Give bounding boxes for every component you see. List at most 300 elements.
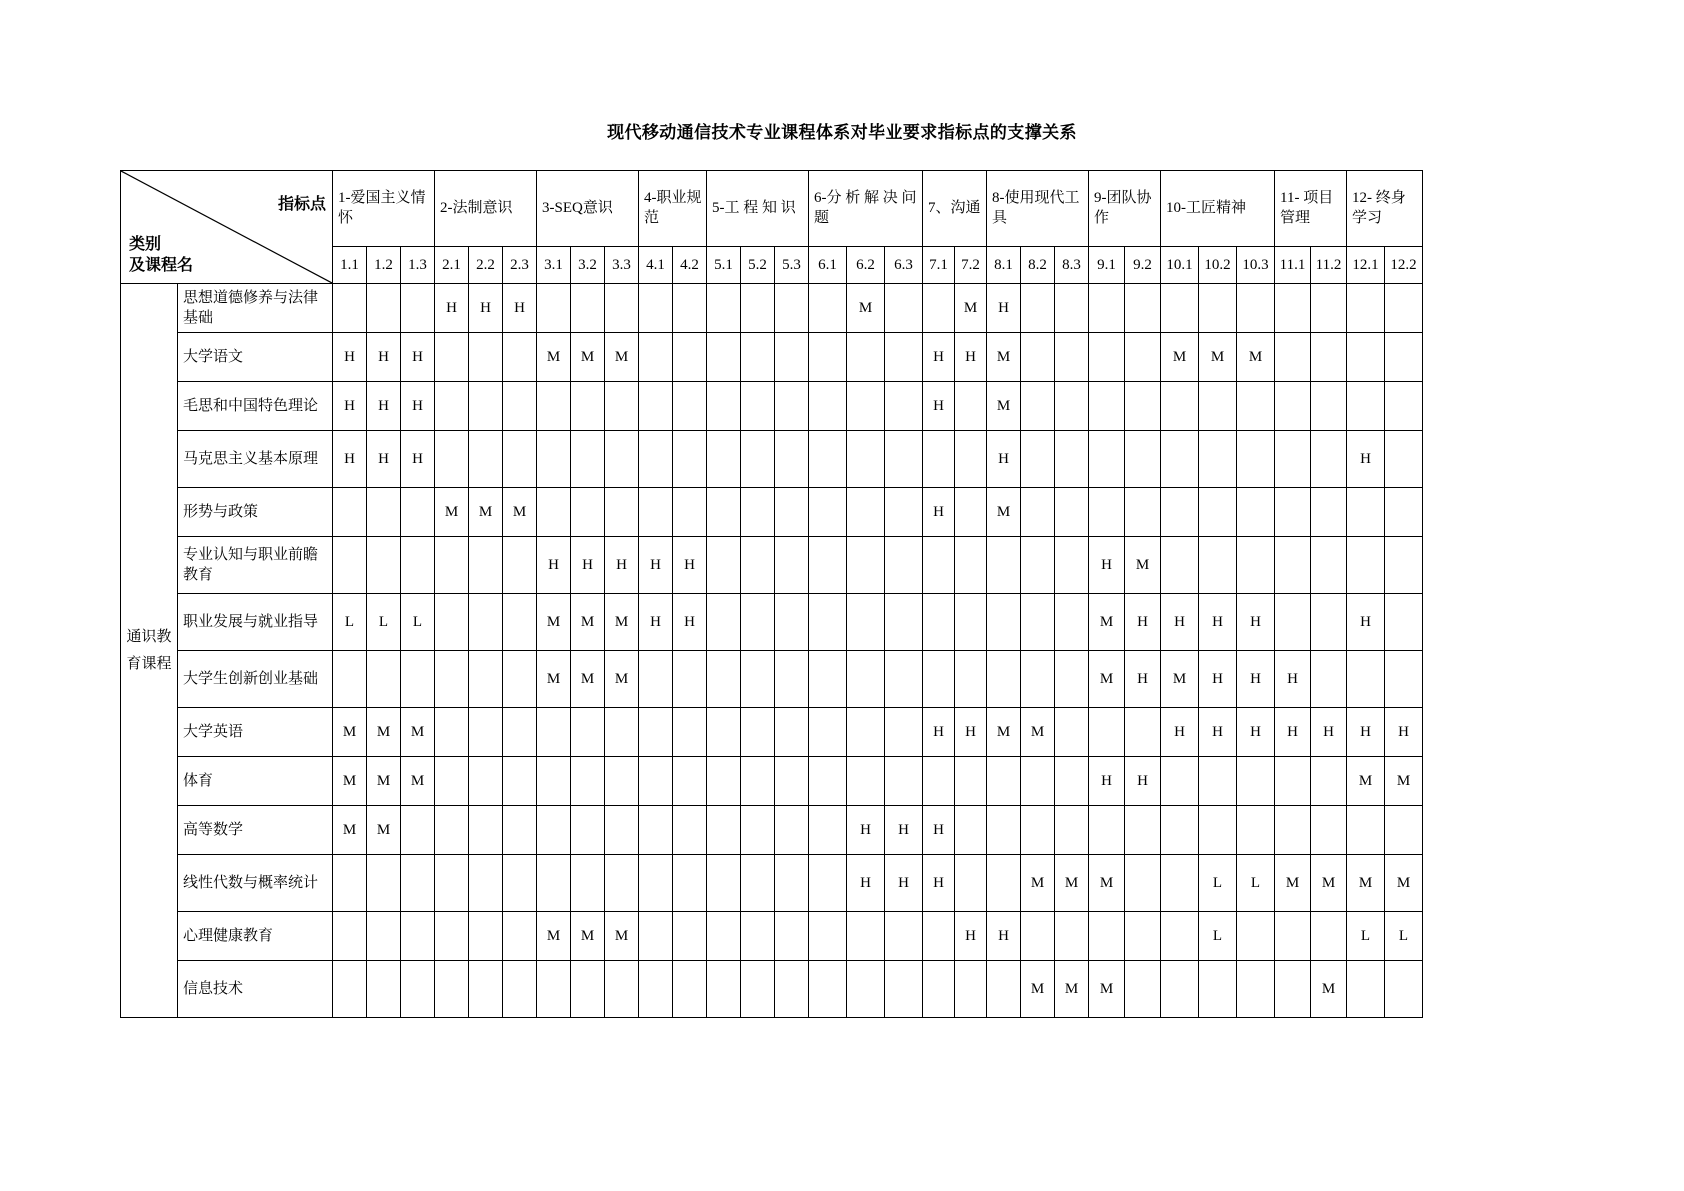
cell-13-7 <box>571 961 605 1018</box>
cell-11-4 <box>469 855 503 912</box>
cell-6-17 <box>923 594 955 651</box>
cell-4-5: M <box>503 488 537 537</box>
cell-1-3 <box>435 333 469 382</box>
cell-9-23: H <box>1125 757 1161 806</box>
group-header-5: 5-工 程 知 识 <box>707 171 809 247</box>
cell-9-24 <box>1161 757 1199 806</box>
cell-6-1: L <box>367 594 401 651</box>
cell-13-20: M <box>1021 961 1055 1018</box>
cell-6-19 <box>987 594 1021 651</box>
cell-9-7 <box>571 757 605 806</box>
cell-10-0: M <box>333 806 367 855</box>
cell-6-6: M <box>537 594 571 651</box>
subcol-6-1: 6.1 <box>809 247 847 284</box>
cell-4-26 <box>1237 488 1275 537</box>
cell-7-18 <box>955 651 987 708</box>
cell-5-11 <box>707 537 741 594</box>
cell-5-4 <box>469 537 503 594</box>
cell-11-18 <box>955 855 987 912</box>
cell-11-30: M <box>1385 855 1423 912</box>
cell-9-27 <box>1275 757 1311 806</box>
cell-10-20 <box>1021 806 1055 855</box>
cell-7-10 <box>673 651 707 708</box>
subcol-7-2: 7.2 <box>955 247 987 284</box>
cell-0-15: M <box>847 284 885 333</box>
cell-4-20 <box>1021 488 1055 537</box>
cell-10-13 <box>775 806 809 855</box>
cell-11-23 <box>1125 855 1161 912</box>
cell-3-16 <box>885 431 923 488</box>
cell-13-19 <box>987 961 1021 1018</box>
course-name-cell: 马克思主义基本原理 <box>178 431 333 488</box>
cell-6-22: M <box>1089 594 1125 651</box>
cell-11-7 <box>571 855 605 912</box>
cell-4-12 <box>741 488 775 537</box>
cell-1-14 <box>809 333 847 382</box>
cell-11-24 <box>1161 855 1199 912</box>
cell-5-3 <box>435 537 469 594</box>
cell-5-9: H <box>639 537 673 594</box>
cell-8-19: M <box>987 708 1021 757</box>
cell-10-19 <box>987 806 1021 855</box>
cell-2-19: M <box>987 382 1021 431</box>
cell-10-2 <box>401 806 435 855</box>
cell-9-12 <box>741 757 775 806</box>
cell-2-29 <box>1347 382 1385 431</box>
cell-7-6: M <box>537 651 571 708</box>
cell-6-24: H <box>1161 594 1199 651</box>
cell-1-26: M <box>1237 333 1275 382</box>
cell-8-21 <box>1055 708 1089 757</box>
subcol-10-1: 10.1 <box>1161 247 1199 284</box>
cell-6-26: H <box>1237 594 1275 651</box>
cell-0-8 <box>605 284 639 333</box>
cell-8-20: M <box>1021 708 1055 757</box>
category-axis-label-line2: 及课程名 <box>129 257 194 275</box>
subcol-1-2: 1.2 <box>367 247 401 284</box>
table-row <box>121 333 1423 382</box>
cell-13-16 <box>885 961 923 1018</box>
cell-3-13 <box>775 431 809 488</box>
subcol-7-1: 7.1 <box>923 247 955 284</box>
subcol-12-2: 12.2 <box>1385 247 1423 284</box>
cell-9-26 <box>1237 757 1275 806</box>
cell-1-9 <box>639 333 673 382</box>
cell-7-7: M <box>571 651 605 708</box>
cell-5-2 <box>401 537 435 594</box>
cell-2-6 <box>537 382 571 431</box>
cell-5-21 <box>1055 537 1089 594</box>
cell-6-30 <box>1385 594 1423 651</box>
cell-3-18 <box>955 431 987 488</box>
cell-0-11 <box>707 284 741 333</box>
cell-13-2 <box>401 961 435 1018</box>
subcol-10-2: 10.2 <box>1199 247 1237 284</box>
cell-3-30 <box>1385 431 1423 488</box>
cell-6-13 <box>775 594 809 651</box>
cell-8-30: H <box>1385 708 1423 757</box>
cell-7-14 <box>809 651 847 708</box>
cell-10-16: H <box>885 806 923 855</box>
cell-12-27 <box>1275 912 1311 961</box>
cell-3-0: H <box>333 431 367 488</box>
cell-5-12 <box>741 537 775 594</box>
group-header-2: 2-法制意识 <box>435 171 537 247</box>
cell-2-13 <box>775 382 809 431</box>
cell-7-26: H <box>1237 651 1275 708</box>
cell-0-16 <box>885 284 923 333</box>
table-row <box>121 488 1423 537</box>
course-name-cell: 高等数学 <box>178 806 333 855</box>
cell-13-6 <box>537 961 571 1018</box>
cell-9-19 <box>987 757 1021 806</box>
cell-4-30 <box>1385 488 1423 537</box>
cell-2-27 <box>1275 382 1311 431</box>
cell-5-0 <box>333 537 367 594</box>
cell-12-23 <box>1125 912 1161 961</box>
cell-0-17 <box>923 284 955 333</box>
cell-12-22 <box>1089 912 1125 961</box>
cell-5-15 <box>847 537 885 594</box>
cell-2-14 <box>809 382 847 431</box>
cell-4-7 <box>571 488 605 537</box>
cell-12-5 <box>503 912 537 961</box>
cell-3-5 <box>503 431 537 488</box>
cell-10-17: H <box>923 806 955 855</box>
cell-6-14 <box>809 594 847 651</box>
cell-5-14 <box>809 537 847 594</box>
subcol-3-2: 3.2 <box>571 247 605 284</box>
cell-13-12 <box>741 961 775 1018</box>
cell-10-1: M <box>367 806 401 855</box>
cell-13-30 <box>1385 961 1423 1018</box>
category-cell: 通识教育课程 <box>121 284 178 1018</box>
cell-9-2: M <box>401 757 435 806</box>
cell-10-18 <box>955 806 987 855</box>
cell-10-29 <box>1347 806 1385 855</box>
cell-1-23 <box>1125 333 1161 382</box>
cell-0-18: M <box>955 284 987 333</box>
subcol-12-1: 12.1 <box>1347 247 1385 284</box>
cell-6-29: H <box>1347 594 1385 651</box>
matrix-header <box>121 171 1423 284</box>
table-row <box>121 961 1423 1018</box>
cell-12-11 <box>707 912 741 961</box>
cell-4-29 <box>1347 488 1385 537</box>
cell-8-16 <box>885 708 923 757</box>
table-row <box>121 757 1423 806</box>
cell-8-14 <box>809 708 847 757</box>
subcol-4-1: 4.1 <box>639 247 673 284</box>
cell-2-7 <box>571 382 605 431</box>
cell-6-23: H <box>1125 594 1161 651</box>
cell-11-12 <box>741 855 775 912</box>
cell-12-19: H <box>987 912 1021 961</box>
subcol-5-3: 5.3 <box>775 247 809 284</box>
cell-6-21 <box>1055 594 1089 651</box>
course-name-cell: 职业发展与就业指导 <box>178 594 333 651</box>
cell-5-18 <box>955 537 987 594</box>
cell-10-9 <box>639 806 673 855</box>
cell-7-2 <box>401 651 435 708</box>
cell-7-16 <box>885 651 923 708</box>
cell-10-3 <box>435 806 469 855</box>
cell-13-21: M <box>1055 961 1089 1018</box>
group-header-11: 11- 项目管理 <box>1275 171 1347 247</box>
cell-0-25 <box>1199 284 1237 333</box>
cell-2-4 <box>469 382 503 431</box>
cell-2-26 <box>1237 382 1275 431</box>
cell-10-11 <box>707 806 741 855</box>
cell-8-22 <box>1089 708 1125 757</box>
cell-11-8 <box>605 855 639 912</box>
course-name-cell: 心理健康教育 <box>178 912 333 961</box>
cell-12-25: L <box>1199 912 1237 961</box>
cell-3-7 <box>571 431 605 488</box>
cell-0-7 <box>571 284 605 333</box>
cell-8-12 <box>741 708 775 757</box>
cell-13-15 <box>847 961 885 1018</box>
cell-7-17 <box>923 651 955 708</box>
subcol-9-1: 9.1 <box>1089 247 1125 284</box>
course-name-cell: 思想道德修养与法律基础 <box>178 284 333 333</box>
cell-9-4 <box>469 757 503 806</box>
cell-7-3 <box>435 651 469 708</box>
cell-7-28 <box>1311 651 1347 708</box>
cell-6-3 <box>435 594 469 651</box>
cell-0-24 <box>1161 284 1199 333</box>
table-row <box>121 912 1423 961</box>
cell-6-7: M <box>571 594 605 651</box>
cell-12-24 <box>1161 912 1199 961</box>
cell-0-28 <box>1311 284 1347 333</box>
cell-12-28 <box>1311 912 1347 961</box>
cell-8-1: M <box>367 708 401 757</box>
cell-4-16 <box>885 488 923 537</box>
cell-11-29: M <box>1347 855 1385 912</box>
subcol-6-2: 6.2 <box>847 247 885 284</box>
cell-13-26 <box>1237 961 1275 1018</box>
cell-4-28 <box>1311 488 1347 537</box>
course-name-cell: 大学语文 <box>178 333 333 382</box>
cell-5-22: H <box>1089 537 1125 594</box>
matrix-body <box>121 284 1423 1018</box>
cell-10-6 <box>537 806 571 855</box>
cell-5-16 <box>885 537 923 594</box>
cell-2-28 <box>1311 382 1347 431</box>
course-name-cell: 大学生创新创业基础 <box>178 651 333 708</box>
cell-2-12 <box>741 382 775 431</box>
cell-13-14 <box>809 961 847 1018</box>
cell-1-8: M <box>605 333 639 382</box>
cell-13-27 <box>1275 961 1311 1018</box>
course-name-cell: 专业认知与职业前瞻教育 <box>178 537 333 594</box>
cell-13-4 <box>469 961 503 1018</box>
cell-5-29 <box>1347 537 1385 594</box>
cell-0-5: H <box>503 284 537 333</box>
cell-3-10 <box>673 431 707 488</box>
cell-2-20 <box>1021 382 1055 431</box>
cell-3-21 <box>1055 431 1089 488</box>
cell-4-11 <box>707 488 741 537</box>
cell-0-14 <box>809 284 847 333</box>
cell-10-14 <box>809 806 847 855</box>
cell-3-29: H <box>1347 431 1385 488</box>
cell-1-30 <box>1385 333 1423 382</box>
table-row <box>121 855 1423 912</box>
cell-11-11 <box>707 855 741 912</box>
cell-11-22: M <box>1089 855 1125 912</box>
cell-8-25: H <box>1199 708 1237 757</box>
cell-11-2 <box>401 855 435 912</box>
cell-13-22: M <box>1089 961 1125 1018</box>
cell-2-16 <box>885 382 923 431</box>
cell-11-5 <box>503 855 537 912</box>
cell-7-1 <box>367 651 401 708</box>
cell-4-24 <box>1161 488 1199 537</box>
cell-5-17 <box>923 537 955 594</box>
subcol-8-3: 8.3 <box>1055 247 1089 284</box>
cell-4-0 <box>333 488 367 537</box>
cell-12-7: M <box>571 912 605 961</box>
subcol-3-1: 3.1 <box>537 247 571 284</box>
cell-1-29 <box>1347 333 1385 382</box>
cell-10-25 <box>1199 806 1237 855</box>
cell-0-27 <box>1275 284 1311 333</box>
cell-7-5 <box>503 651 537 708</box>
cell-4-17: H <box>923 488 955 537</box>
cell-12-17 <box>923 912 955 961</box>
cell-2-0: H <box>333 382 367 431</box>
cell-5-27 <box>1275 537 1311 594</box>
cell-12-12 <box>741 912 775 961</box>
cell-3-26 <box>1237 431 1275 488</box>
cell-13-8 <box>605 961 639 1018</box>
cell-4-27 <box>1275 488 1311 537</box>
cell-13-5 <box>503 961 537 1018</box>
table-row <box>121 594 1423 651</box>
cell-0-19: H <box>987 284 1021 333</box>
cell-11-10 <box>673 855 707 912</box>
course-name-cell: 体育 <box>178 757 333 806</box>
cell-0-9 <box>639 284 673 333</box>
cell-8-26: H <box>1237 708 1275 757</box>
group-header-4: 4-职业规范 <box>639 171 707 247</box>
cell-0-30 <box>1385 284 1423 333</box>
subcol-9-2: 9.2 <box>1125 247 1161 284</box>
cell-11-14 <box>809 855 847 912</box>
subcol-2-3: 2.3 <box>503 247 537 284</box>
cell-10-4 <box>469 806 503 855</box>
cell-3-22 <box>1089 431 1125 488</box>
cell-4-1 <box>367 488 401 537</box>
cell-4-23 <box>1125 488 1161 537</box>
cell-7-22: M <box>1089 651 1125 708</box>
cell-4-4: M <box>469 488 503 537</box>
cell-0-0 <box>333 284 367 333</box>
cell-2-18 <box>955 382 987 431</box>
cell-5-26 <box>1237 537 1275 594</box>
subcol-1-1: 1.1 <box>333 247 367 284</box>
cell-0-20 <box>1021 284 1055 333</box>
cell-6-16 <box>885 594 923 651</box>
cell-0-21 <box>1055 284 1089 333</box>
cell-5-1 <box>367 537 401 594</box>
subcol-5-1: 5.1 <box>707 247 741 284</box>
table-row <box>121 651 1423 708</box>
cell-12-26 <box>1237 912 1275 961</box>
cell-5-7: H <box>571 537 605 594</box>
cell-8-0: M <box>333 708 367 757</box>
cell-13-17 <box>923 961 955 1018</box>
cell-13-28: M <box>1311 961 1347 1018</box>
cell-11-17: H <box>923 855 955 912</box>
cell-0-2 <box>401 284 435 333</box>
group-header-6: 6-分 析 解 决 问 题 <box>809 171 923 247</box>
group-header-row <box>121 171 1423 247</box>
cell-9-14 <box>809 757 847 806</box>
cell-7-0 <box>333 651 367 708</box>
cell-9-17 <box>923 757 955 806</box>
table-row <box>121 382 1423 431</box>
cell-5-6: H <box>537 537 571 594</box>
cell-1-6: M <box>537 333 571 382</box>
cell-7-4 <box>469 651 503 708</box>
cell-6-4 <box>469 594 503 651</box>
cell-2-30 <box>1385 382 1423 431</box>
cell-2-9 <box>639 382 673 431</box>
group-header-8: 8-使用现代工具 <box>987 171 1089 247</box>
cell-0-10 <box>673 284 707 333</box>
subcol-11-2: 11.2 <box>1311 247 1347 284</box>
cell-2-25 <box>1199 382 1237 431</box>
cell-12-3 <box>435 912 469 961</box>
cell-9-18 <box>955 757 987 806</box>
cell-4-15 <box>847 488 885 537</box>
cell-7-13 <box>775 651 809 708</box>
cell-1-10 <box>673 333 707 382</box>
table-row <box>121 284 1423 333</box>
cell-3-9 <box>639 431 673 488</box>
cell-5-8: H <box>605 537 639 594</box>
cell-8-10 <box>673 708 707 757</box>
cell-0-6 <box>537 284 571 333</box>
cell-3-6 <box>537 431 571 488</box>
cell-13-0 <box>333 961 367 1018</box>
cell-4-10 <box>673 488 707 537</box>
cell-0-1 <box>367 284 401 333</box>
cell-9-11 <box>707 757 741 806</box>
cell-2-3 <box>435 382 469 431</box>
group-header-1: 1-爱国主义情怀 <box>333 171 435 247</box>
cell-3-4 <box>469 431 503 488</box>
cell-4-13 <box>775 488 809 537</box>
cell-12-30: L <box>1385 912 1423 961</box>
cell-2-15 <box>847 382 885 431</box>
subcol-3-3: 3.3 <box>605 247 639 284</box>
cell-0-22 <box>1089 284 1125 333</box>
cell-0-12 <box>741 284 775 333</box>
cell-7-8: M <box>605 651 639 708</box>
group-header-12: 12- 终身学习 <box>1347 171 1423 247</box>
cell-5-30 <box>1385 537 1423 594</box>
cell-13-11 <box>707 961 741 1018</box>
cell-3-23 <box>1125 431 1161 488</box>
cell-1-1: H <box>367 333 401 382</box>
cell-4-22 <box>1089 488 1125 537</box>
cell-3-3 <box>435 431 469 488</box>
cell-5-25 <box>1199 537 1237 594</box>
